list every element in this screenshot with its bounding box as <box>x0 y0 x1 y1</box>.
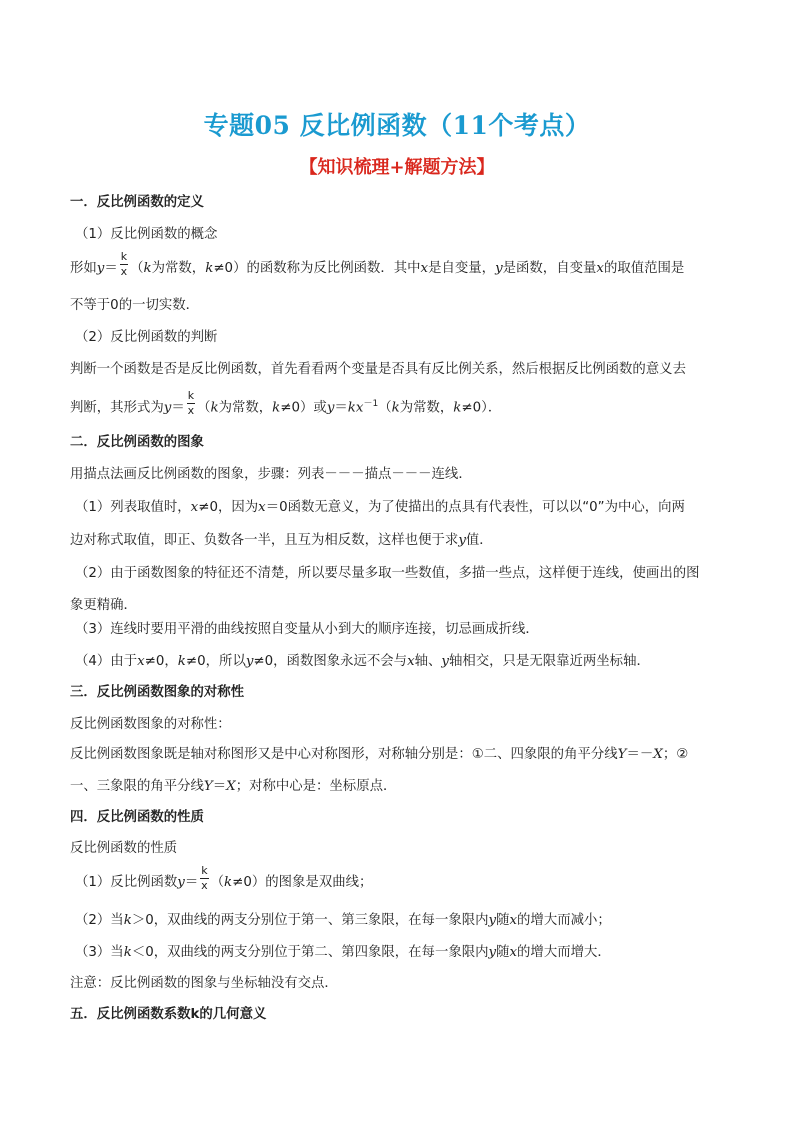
s2-line4: （2）由于函数图象的特征还不清楚，所以要尽量多取一些数值，多描一些点，这样便于连线，使画出的图 <box>75 566 700 581</box>
s3-line2: 反比例函数图象既是轴对称图形又是中心对称图形，对称轴分别是：①二、四象限的角平分线Y＝－X；② <box>70 747 689 762</box>
s3-line1: 反比例函数图象的对称性： <box>70 717 231 732</box>
s2-line3: 边对称式取值，即正、负数各一半，且互为相反数，这样也便于求y值． <box>70 533 493 548</box>
s2-line2: （1）列表取值时，x≠0，因为x＝0函数无意义，为了使描出的点具有代表性，可以以“0”为中心，向两 <box>75 500 685 515</box>
s1-p2-line2: 判断，其形式为y＝ $\frac{k}{x}$ （k为常数，k≠0）或$y=kx^{-1}(k$为常数，k≠0）． <box>70 388 502 417</box>
s2-line7: （4）由于x≠0，k≠0，所以y≠0，函数图象永远不会与x轴、y轴相交，只是无限靠近两坐标轴． <box>75 654 650 669</box>
s4-line1: 反比例函数的性质 <box>70 841 178 856</box>
s1-p1-line2: 不等于0的一切实数． <box>70 298 200 313</box>
s1-p1-line1: 形如y＝ $\frac{k}{x}$ （k为常数，k≠0）的函数称为反比例函数．其中x是自变量，y是函数，自变量x的取值范围是 <box>70 249 685 278</box>
document-subtitle: 【知识梳理+解题方法】 <box>299 157 495 178</box>
document-title: 专题05 反比例函数（11个考点） <box>203 111 591 140</box>
s4-line5: 注意：反比例函数的图象与坐标轴没有交点． <box>70 976 338 991</box>
s2-line1: 用描点法画反比例函数的图象，步骤：列表－－－描点－－－连线． <box>70 467 472 482</box>
s2-line6: （3）连线时要用平滑的曲线按照自变量从小到大的顺序连接，切忌画成折线． <box>75 622 539 637</box>
fraction-k-over-x: $\frac{k}{x}$ <box>120 249 128 278</box>
s4-line2: （1）反比例函数y＝ $\frac{k}{x}$ （k≠0）的图象是双曲线； <box>75 863 373 892</box>
s1-p2-line1: 判断一个函数是否是反比例函数，首先看看两个变量是否具有反比例关系，然后根据反比例函数的意义去 <box>70 362 686 377</box>
s4-line4: （3）当k＜0，双曲线的两支分别位于第二、第四象限，在每一象限内y随x的增大而增大． <box>75 945 611 960</box>
s3-line3: 一、三象限的角平分线Y＝X；对称中心是：坐标原点． <box>70 779 397 794</box>
section-3-heading: 三．反比例函数图象的对称性 <box>70 685 245 700</box>
fraction-k-over-x: $\frac{k}{x}$ <box>187 388 195 417</box>
s1-p2-label: （2）反比例函数的判断 <box>75 330 218 345</box>
section-1-heading: 一．反比例函数的定义 <box>70 195 204 210</box>
section-5-heading: 五．反比例函数系数k的几何意义 <box>70 1007 267 1022</box>
s4-line3: （2）当k＞0，双曲线的两支分别位于第一、第三象限，在每一象限内y随x的增大而减小； <box>75 913 611 928</box>
section-2-heading: 二．反比例函数的图象 <box>70 435 204 450</box>
fraction-k-over-x: $\frac{k}{x}$ <box>201 863 208 892</box>
section-4-heading: 四．反比例函数的性质 <box>70 810 204 825</box>
s1-p1-label: （1）反比例函数的概念 <box>75 227 218 242</box>
s2-line5: 象更精确． <box>70 598 137 613</box>
